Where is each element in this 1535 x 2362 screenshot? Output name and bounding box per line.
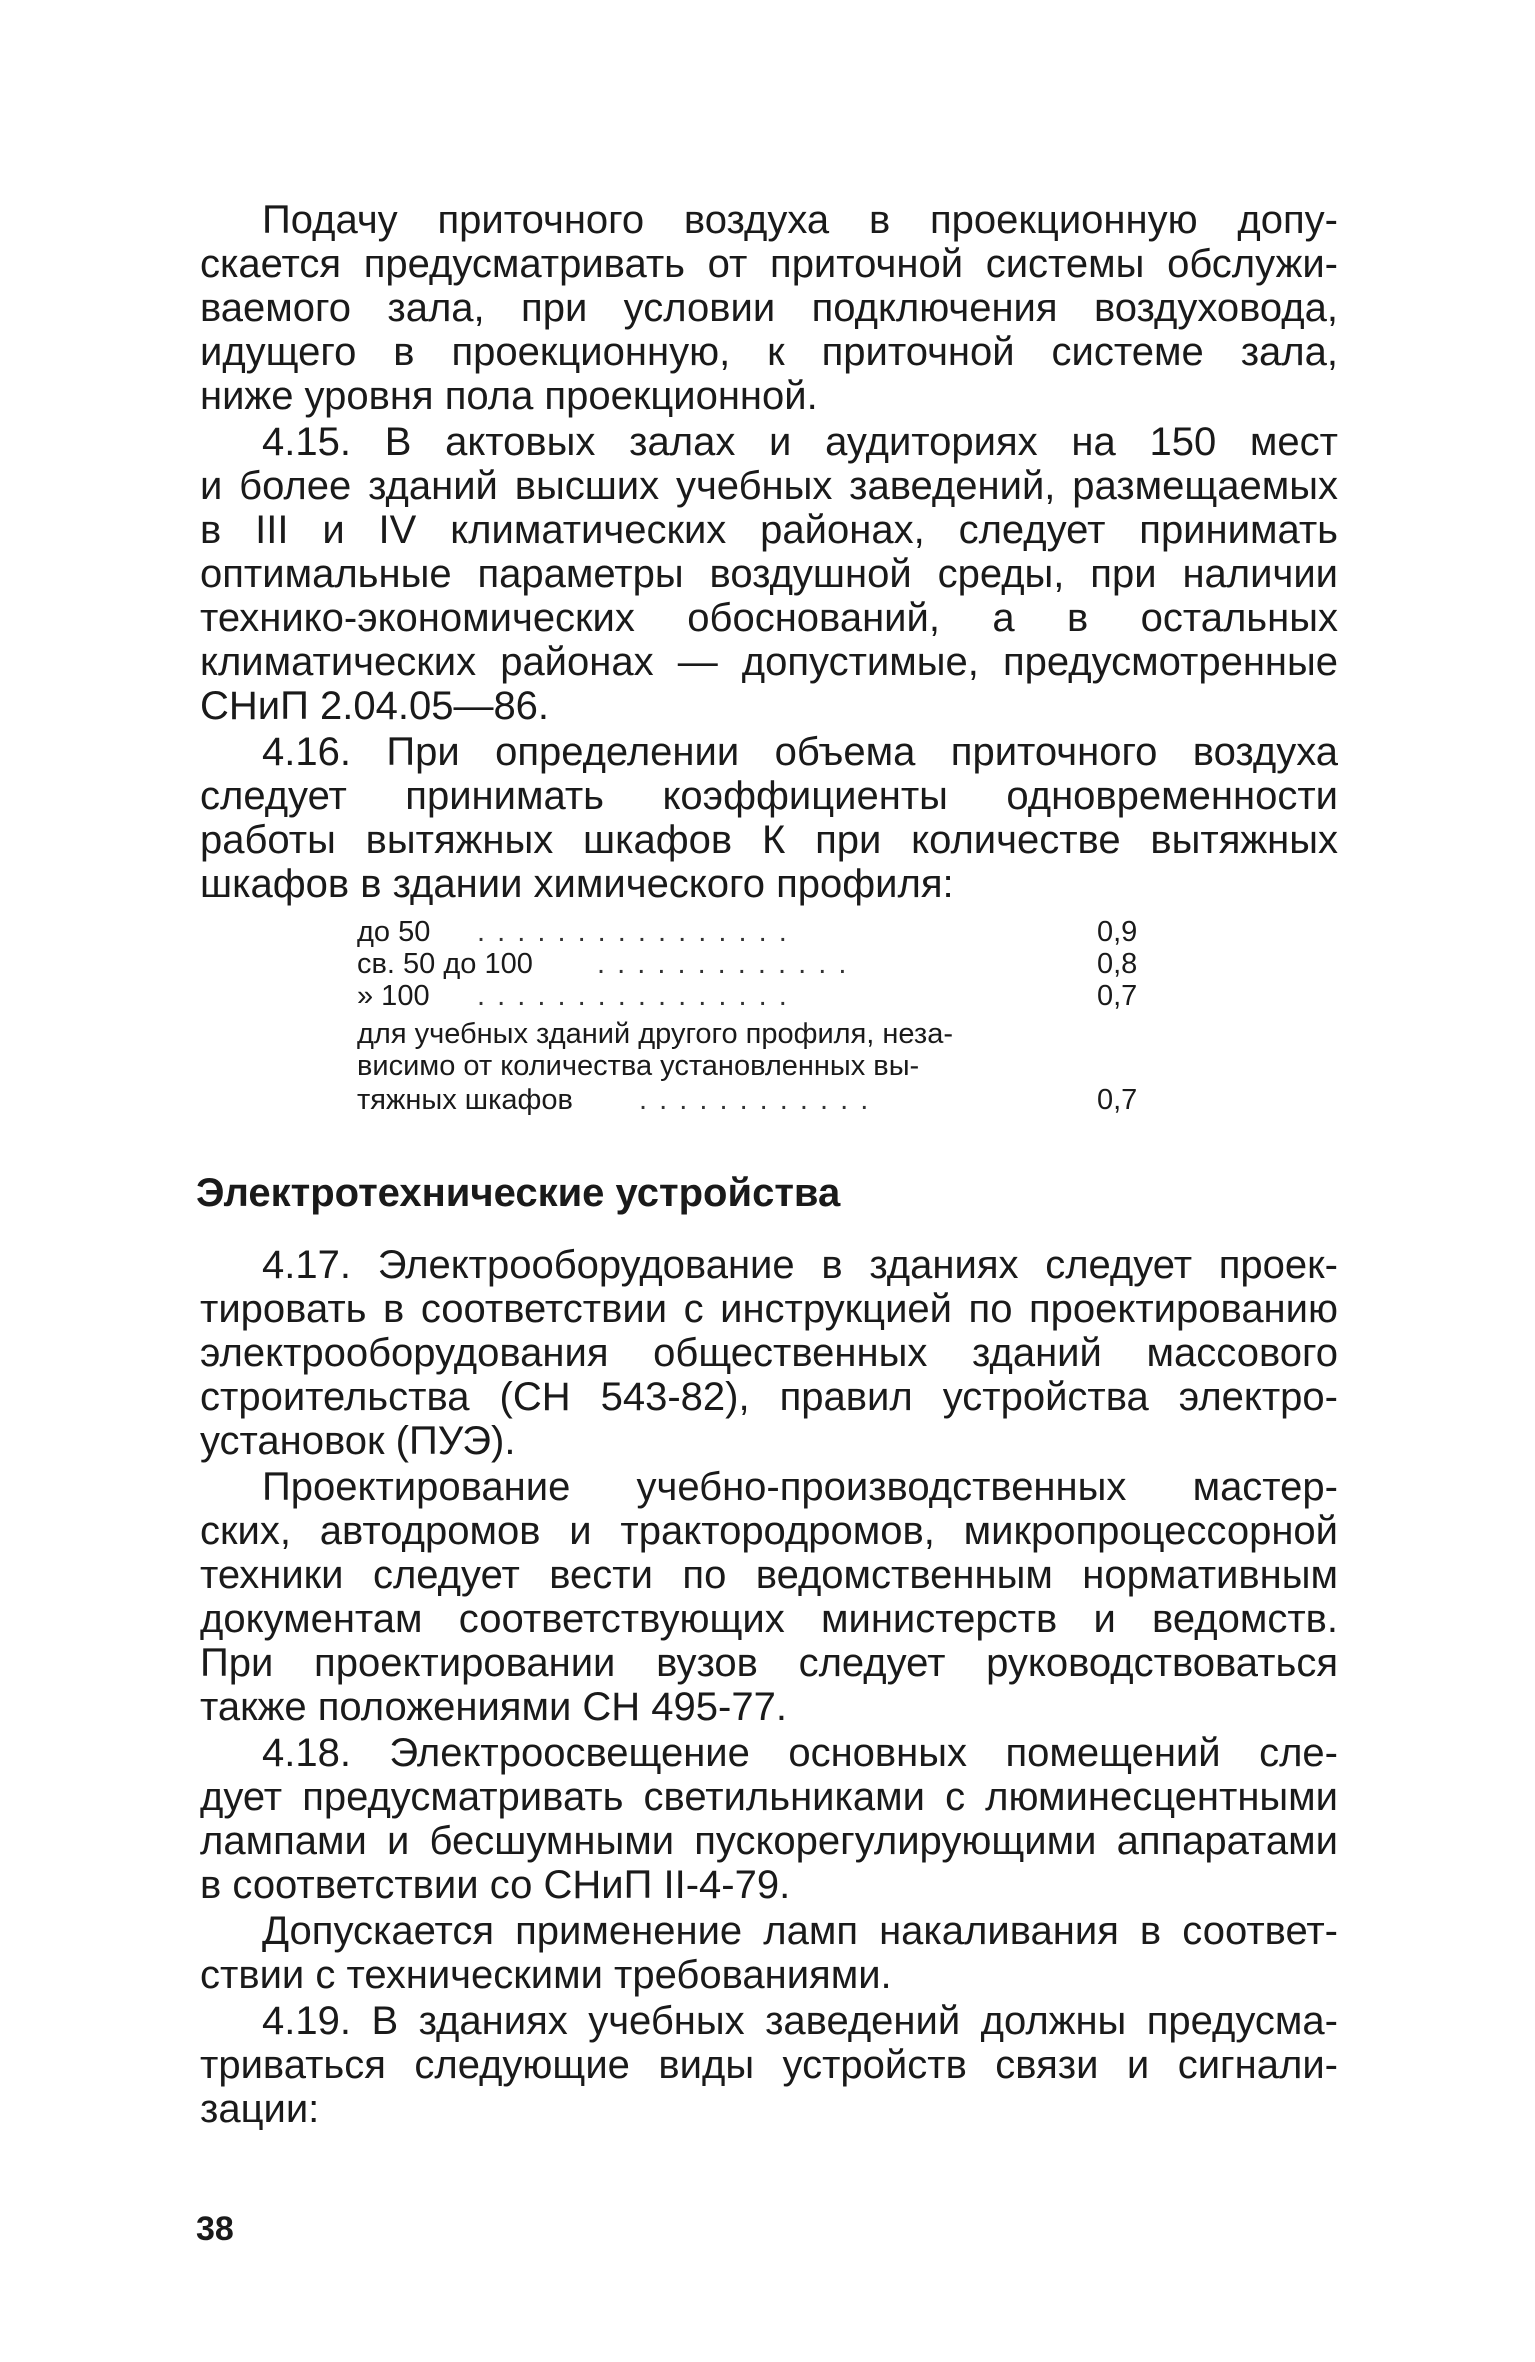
table-row-label: до 50	[357, 916, 431, 948]
table-row-value: 0,7	[1097, 980, 1138, 1012]
leader-dots: . . . . . . . . . . . .	[639, 1084, 871, 1116]
table-note-line-2: висимо от количества установленных вы-	[357, 1050, 920, 1082]
p417b-line-4: документам соответствующих министерств и ведомств.	[200, 1597, 1338, 1641]
p415-line-2: и более зданий высших учебных заведений, размещаемых	[200, 464, 1338, 508]
p418b-line-1: Допускается применение ламп накаливания в соответ-	[262, 1909, 1338, 1953]
p418-line-3: лампами и бесшумными пускорегулирующими аппаратами	[200, 1819, 1338, 1863]
table-row-value: 0,8	[1097, 948, 1138, 980]
p417b-line-3: техники следует вести по ведомственным нормативным	[200, 1553, 1338, 1597]
intro-line-1: Подачу приточного воздуха в проекционную допу-	[262, 198, 1338, 242]
intro-line-3: ваемого зала, при условии подключения воздуховода,	[200, 286, 1338, 330]
p416-line-3: работы вытяжных шкафов К при количестве вытяжных	[200, 818, 1338, 862]
p419-line-1: 4.19. В зданиях учебных заведений должны предусма-	[262, 1999, 1338, 2043]
intro-line-2: скается предусматривать от приточной системы обслужи-	[200, 242, 1338, 286]
intro-line-5: ниже уровня пола проекционной.	[200, 374, 818, 418]
table-row	[357, 1084, 1157, 1116]
p417b-line-6: также положениями СН 495-77.	[200, 1685, 787, 1729]
p419-line-3: зации:	[200, 2087, 320, 2131]
leader-dots: . . . . . . . . . . . . .	[597, 948, 849, 980]
p415-line-1: 4.15. В актовых залах и аудиториях на 150 мест	[262, 420, 1338, 464]
p416-line-1: 4.16. При определении объема приточного воздуха	[262, 730, 1338, 774]
section-title: Электротехнические устройства	[196, 1171, 841, 1215]
p417b-line-5: При проектировании вузов следует руководствоваться	[200, 1641, 1338, 1685]
p417-line-1: 4.17. Электрооборудование в зданиях следует проек-	[262, 1243, 1338, 1287]
table-row-value: 0,7	[1097, 1084, 1138, 1116]
p417-line-2: тировать в соответствии с инструкцией по проектированию	[200, 1287, 1338, 1331]
p417b-line-2: ских, автодромов и трактородромов, микропроцессорной	[200, 1509, 1338, 1553]
table-row	[357, 980, 1157, 1012]
p418-line-1: 4.18. Электроосвещение основных помещений сле-	[262, 1731, 1338, 1775]
p416-line-2: следует принимать коэффициенты одновременности	[200, 774, 1338, 818]
p418-line-2: дует предусматривать светильниками с люминесцентными	[200, 1775, 1338, 1819]
table-row-label: » 100	[357, 980, 430, 1012]
table-row	[357, 948, 1157, 980]
p418b-line-2: ствии с техническими требованиями.	[200, 1953, 892, 1997]
table-row-label: св. 50 до 100	[357, 948, 533, 980]
p419-line-2: триваться следующие виды устройств связи и сигнали-	[200, 2043, 1338, 2087]
p415-line-4: оптимальные параметры воздушной среды, при наличии	[200, 552, 1338, 596]
table-row-label: тяжных шкафов	[357, 1084, 573, 1116]
p417-line-3: электрооборудования общественных зданий массового	[200, 1331, 1338, 1375]
p417b-line-1: Проектирование учебно-производственных мастер-	[262, 1465, 1338, 1509]
page-number: 38	[196, 2210, 234, 2248]
p416-line-4: шкафов в здании химического профиля:	[200, 862, 954, 906]
p417-line-4: строительства (СН 543-82), правил устройства электро-	[200, 1375, 1338, 1419]
intro-line-4: идущего в проекционную, к приточной системе зала,	[200, 330, 1338, 374]
p415-line-3: в III и IV климатических районах, следует принимать	[200, 508, 1338, 552]
table-note-line-1: для учебных зданий другого профиля, неза-	[357, 1018, 953, 1050]
p417-line-5: установок (ПУЭ).	[200, 1419, 516, 1463]
p415-line-6: климатических районах — допустимые, предусмотренные	[200, 640, 1338, 684]
p415-line-5: технико-экономических обоснований, а в остальных	[200, 596, 1338, 640]
leader-dots: . . . . . . . . . . . . . . . .	[477, 980, 789, 1012]
p415-line-7: СНиП 2.04.05—86.	[200, 684, 550, 728]
table-row	[357, 916, 1157, 948]
table-row-value: 0,9	[1097, 916, 1138, 948]
p418-line-4: в соответствии со СНиП II-4-79.	[200, 1863, 791, 1907]
leader-dots: . . . . . . . . . . . . . . . .	[477, 916, 789, 948]
